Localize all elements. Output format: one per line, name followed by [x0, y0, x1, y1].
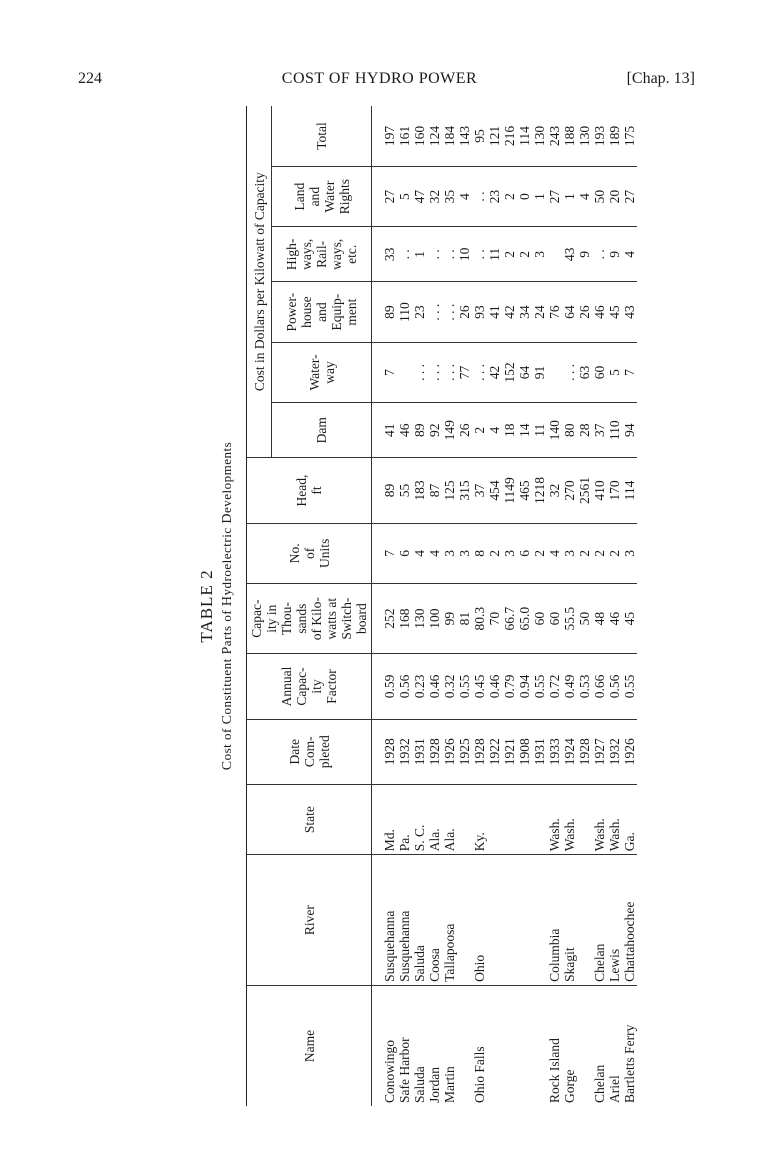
header-total: Total — [272, 106, 372, 166]
cell-total: 130 — [532, 106, 547, 166]
cell-highways: . . — [427, 227, 442, 282]
cell-cap: 252 — [372, 583, 398, 653]
cell-highways: . . — [472, 227, 487, 282]
table-row — [457, 106, 472, 1106]
cell-cf: 0.45 — [472, 654, 487, 719]
cell-units: 3 — [457, 523, 472, 583]
cell-head: 55 — [397, 458, 412, 523]
table-row — [487, 106, 502, 1106]
table-row — [472, 106, 487, 1106]
table-row — [397, 106, 412, 1106]
cell-cf: 0.49 — [562, 654, 577, 719]
cell-waterway: 7 — [372, 342, 398, 402]
cell-date: 1926 — [442, 719, 457, 784]
cell-dam: 110 — [607, 403, 622, 458]
cell-name — [502, 985, 517, 1106]
table-row — [372, 106, 398, 1106]
cell-cap: 168 — [397, 583, 412, 653]
header-date: Date Com- pleted — [247, 719, 372, 784]
cell-cap: 70 — [487, 583, 502, 653]
cell-powerhouse: 76 — [547, 282, 562, 342]
cell-units: 4 — [547, 523, 562, 583]
cell-powerhouse: 41 — [487, 282, 502, 342]
cell-cf: 0.32 — [442, 654, 457, 719]
table-row — [562, 106, 577, 1106]
table-row — [592, 106, 607, 1106]
cell-head: 454 — [487, 458, 502, 523]
cell-highways — [547, 227, 562, 282]
cell-river: Saluda — [412, 855, 427, 986]
cell-highways: 1 — [412, 227, 427, 282]
cell-land: 5 — [397, 166, 412, 226]
cell-highways: . . — [442, 227, 457, 282]
cell-waterway: 7 — [622, 342, 637, 402]
cell-date: 1932 — [607, 719, 622, 784]
header-river: River — [247, 855, 372, 986]
cell-cap: 130 — [412, 583, 427, 653]
cell-dam: 92 — [427, 403, 442, 458]
cell-units: 4 — [427, 523, 442, 583]
cell-head: 410 — [592, 458, 607, 523]
table-row — [577, 106, 592, 1106]
cell-river — [517, 855, 532, 986]
cell-head: 183 — [412, 458, 427, 523]
cell-land: 1 — [562, 166, 577, 226]
cell-land: 35 — [442, 166, 457, 226]
cell-highways: 2 — [517, 227, 532, 282]
cell-dam: 4 — [487, 403, 502, 458]
cell-total: 189 — [607, 106, 622, 166]
cell-cap: 65.0 — [517, 583, 532, 653]
cell-cf: 0.56 — [607, 654, 622, 719]
header-dam: Dam — [272, 403, 372, 458]
cell-powerhouse: . . . — [427, 282, 442, 342]
cell-highways: 9 — [577, 227, 592, 282]
cell-date: 1925 — [457, 719, 472, 784]
cell-highways: 43 — [562, 227, 577, 282]
cell-date: 1928 — [472, 719, 487, 784]
cell-state: Wash. — [547, 784, 562, 854]
cell-total: 193 — [592, 106, 607, 166]
cell-land: 0 — [517, 166, 532, 226]
cell-powerhouse: 45 — [607, 282, 622, 342]
header-head: Head, ft — [247, 458, 372, 523]
cell-date: 1932 — [397, 719, 412, 784]
cell-total: 160 — [412, 106, 427, 166]
cell-cf: 0.53 — [577, 654, 592, 719]
cell-cap: 55.5 — [562, 583, 577, 653]
cell-waterway: 63 — [577, 342, 592, 402]
cell-highways: 2 — [502, 227, 517, 282]
cell-waterway: 77 — [457, 342, 472, 402]
cell-state: Ga. — [622, 784, 637, 854]
cell-dam: 140 — [547, 403, 562, 458]
cell-powerhouse: 42 — [502, 282, 517, 342]
cell-name — [487, 985, 502, 1106]
header-units: No. of Units — [247, 523, 372, 583]
cell-river: Ohio — [472, 855, 487, 986]
cell-powerhouse: 23 — [412, 282, 427, 342]
cell-river — [577, 855, 592, 986]
cell-powerhouse: 46 — [592, 282, 607, 342]
table-row — [517, 106, 532, 1106]
cell-name: Gorge — [562, 1069, 577, 1103]
cell-date: 1931 — [412, 719, 427, 784]
cell-powerhouse: 89 — [372, 282, 398, 342]
cell-land: 4 — [577, 166, 592, 226]
cell-cf: 0.46 — [487, 654, 502, 719]
cell-river: Columbia — [547, 855, 562, 986]
cell-total: 143 — [457, 106, 472, 166]
cell-date: 1928 — [577, 719, 592, 784]
cell-highways: 9 — [607, 227, 622, 282]
header-name: Name — [247, 985, 372, 1106]
cell-units: 7 — [372, 523, 398, 583]
cell-land: 32 — [427, 166, 442, 226]
cell-river: Tallapoosa — [442, 855, 457, 986]
cell-river — [487, 855, 502, 986]
cell-cf: 0.72 — [547, 654, 562, 719]
cell-state: Md. — [372, 784, 398, 854]
cell-waterway: . . . — [412, 342, 427, 402]
cell-land: 20 — [607, 166, 622, 226]
table-row — [502, 106, 517, 1106]
cell-land: 1 — [532, 166, 547, 226]
cell-cap: 60 — [532, 583, 547, 653]
cell-state: Ky. — [472, 784, 487, 854]
cell-powerhouse: 34 — [517, 282, 532, 342]
cell-state — [517, 784, 532, 854]
cell-state — [532, 784, 547, 854]
cell-units: 2 — [607, 523, 622, 583]
cell-head: 87 — [427, 458, 442, 523]
header-waterway: Water- way — [272, 342, 372, 402]
cell-name — [532, 985, 547, 1106]
cell-cap: 100 — [427, 583, 442, 653]
cell-river — [532, 855, 547, 986]
cell-state: S. C. — [412, 784, 427, 854]
cell-waterway: 91 — [532, 342, 547, 402]
cell-date: 1928 — [427, 719, 442, 784]
cell-cf: 0.94 — [517, 654, 532, 719]
cell-units: 3 — [562, 523, 577, 583]
cell-head: 465 — [517, 458, 532, 523]
cell-units: 3 — [442, 523, 457, 583]
cell-waterway: 152 — [502, 342, 517, 402]
cell-name — [577, 985, 592, 1106]
header-powerhouse: Power- house and Equip- ment — [272, 282, 372, 342]
cell-dam: 11 — [532, 403, 547, 458]
cell-state — [487, 784, 502, 854]
cell-cf: 0.55 — [532, 654, 547, 719]
table-row — [607, 106, 622, 1106]
cell-head: 37 — [472, 458, 487, 523]
cell-head: 1218 — [532, 458, 547, 523]
cell-date: 1921 — [502, 719, 517, 784]
table-row — [547, 106, 562, 1106]
cell-land: 50 — [592, 166, 607, 226]
cell-date: 1908 — [517, 719, 532, 784]
hydro-cost-table — [246, 106, 637, 1106]
rotated-table-area — [195, 106, 755, 1106]
cell-powerhouse: 26 — [457, 282, 472, 342]
cell-land: 27 — [622, 166, 637, 226]
cell-units: 4 — [412, 523, 427, 583]
cell-cf: 0.55 — [622, 654, 637, 719]
cell-head: 270 — [562, 458, 577, 523]
cell-name: Safe Harbor — [397, 1037, 412, 1103]
cell-cap: 81 — [457, 583, 472, 653]
cell-land: 2 — [502, 166, 517, 226]
cell-cap: 50 — [577, 583, 592, 653]
cell-land: 4 — [457, 166, 472, 226]
cell-name: Chelan — [592, 1064, 607, 1103]
cell-river: Skagit — [562, 855, 577, 986]
cell-powerhouse: 43 — [622, 282, 637, 342]
cell-units: 3 — [622, 523, 637, 583]
cell-river: Susquehanna — [372, 855, 398, 986]
cell-waterway — [547, 342, 562, 402]
cell-powerhouse: 93 — [472, 282, 487, 342]
cell-powerhouse: 24 — [532, 282, 547, 342]
table-row — [532, 106, 547, 1106]
cell-total: 124 — [427, 106, 442, 166]
cell-dam: 2 — [472, 403, 487, 458]
cell-units: 6 — [517, 523, 532, 583]
cell-waterway: 60 — [592, 342, 607, 402]
cell-units: 3 — [502, 523, 517, 583]
cell-total: 243 — [547, 106, 562, 166]
cell-waterway: 42 — [487, 342, 502, 402]
cell-name: Jordan — [427, 1067, 442, 1103]
running-title: COST OF HYDRO POWER — [281, 70, 478, 87]
cell-state: Wash. — [592, 784, 607, 854]
cell-highways: 33 — [372, 227, 398, 282]
cell-date: 1927 — [592, 719, 607, 784]
cell-cap: 60 — [547, 583, 562, 653]
cell-river: Susquehanna — [397, 855, 412, 986]
cell-state — [457, 784, 472, 854]
header-highways: High- ways, Rail- ways, etc. — [272, 227, 372, 282]
table-title: Cost of Constituent Parts of Hydroelectric Developments — [219, 441, 235, 771]
cell-powerhouse: 64 — [562, 282, 577, 342]
cell-units: 2 — [577, 523, 592, 583]
cell-name: Conowingo — [382, 1039, 397, 1103]
cell-land: 23 — [487, 166, 502, 226]
cell-cap: 99 — [442, 583, 457, 653]
cell-highways: 10 — [457, 227, 472, 282]
cell-dam: 89 — [412, 403, 427, 458]
cell-name: Rock Island — [547, 1038, 562, 1103]
cell-units: 6 — [397, 523, 412, 583]
cell-head: 89 — [372, 458, 398, 523]
cell-date: 1924 — [562, 719, 577, 784]
cell-date: 1926 — [622, 719, 637, 784]
cell-waterway: 5 — [607, 342, 622, 402]
cell-cap: 45 — [622, 583, 637, 653]
cell-cf: 0.55 — [457, 654, 472, 719]
cell-land: 27 — [547, 166, 562, 226]
cell-total: 121 — [487, 106, 502, 166]
cell-total: 175 — [622, 106, 637, 166]
cell-state: Wash. — [562, 784, 577, 854]
cell-name: Ariel — [607, 1075, 622, 1103]
cell-units: 2 — [592, 523, 607, 583]
table-row — [442, 106, 457, 1106]
cell-river: Chelan — [592, 855, 607, 986]
cell-cap: 48 — [592, 583, 607, 653]
cell-total: 184 — [442, 106, 457, 166]
header-cost-group: Cost in Dollars per Kilowatt of Capacity — [247, 106, 272, 458]
cell-name — [517, 985, 532, 1106]
cell-name: Martin — [442, 1066, 457, 1103]
cell-land: 47 — [412, 166, 427, 226]
cell-head: 170 — [607, 458, 622, 523]
cell-head: 315 — [457, 458, 472, 523]
cell-name: Ohio Falls — [472, 1046, 487, 1103]
cell-highways: 3 — [532, 227, 547, 282]
cell-dam: 14 — [517, 403, 532, 458]
cell-river — [457, 855, 472, 986]
cell-powerhouse: . . . — [442, 282, 457, 342]
cell-date: 1928 — [372, 719, 398, 784]
cell-highways: . . — [592, 227, 607, 282]
cell-cf: 0.66 — [592, 654, 607, 719]
cell-head: 32 — [547, 458, 562, 523]
cell-state: Wash. — [607, 784, 622, 854]
cell-cf: 0.46 — [427, 654, 442, 719]
table-body — [372, 106, 638, 1106]
cell-land: 27 — [372, 166, 398, 226]
cell-head: 2561 — [577, 458, 592, 523]
cell-river: Lewis — [607, 855, 622, 986]
cell-units: 2 — [532, 523, 547, 583]
cell-date: 1931 — [532, 719, 547, 784]
cell-name — [457, 985, 472, 1106]
cell-cf: 0.56 — [397, 654, 412, 719]
cell-head: 114 — [622, 458, 637, 523]
cell-head: 125 — [442, 458, 457, 523]
cell-dam: 18 — [502, 403, 517, 458]
cell-river: Chattahoochee — [622, 855, 637, 986]
cell-dam: 80 — [562, 403, 577, 458]
cell-dam: 28 — [577, 403, 592, 458]
cell-waterway: . . . — [472, 342, 487, 402]
chapter-label: [Chap. 13] — [626, 70, 695, 87]
cell-waterway: . . . — [427, 342, 442, 402]
cell-waterway: . . . — [442, 342, 457, 402]
cell-dam: 94 — [622, 403, 637, 458]
cell-total: 197 — [372, 106, 398, 166]
cell-dam: 149 — [442, 403, 457, 458]
cell-state: Ala. — [442, 784, 457, 854]
header-capacity: Capac- ity in Thou- sands of Kilo- watts at Switch- board — [247, 583, 372, 653]
cell-total: 161 — [397, 106, 412, 166]
cell-dam: 46 — [397, 403, 412, 458]
cell-total: 188 — [562, 106, 577, 166]
page-number: 224 — [78, 70, 102, 87]
cell-total: 130 — [577, 106, 592, 166]
cell-cf: 0.79 — [502, 654, 517, 719]
cell-cf: 0.23 — [412, 654, 427, 719]
cell-cap: 46 — [607, 583, 622, 653]
cell-land: . . — [472, 166, 487, 226]
cell-total: 216 — [502, 106, 517, 166]
cell-dam: 26 — [457, 403, 472, 458]
cell-highways: 4 — [622, 227, 637, 282]
cell-name: Saluda — [412, 1066, 427, 1103]
cell-units: 8 — [472, 523, 487, 583]
header-land: Land and Water Rights — [272, 166, 372, 226]
cell-units: 2 — [487, 523, 502, 583]
cell-total: 114 — [517, 106, 532, 166]
table-row — [622, 106, 637, 1106]
cell-highways: 11 — [487, 227, 502, 282]
cell-state — [577, 784, 592, 854]
cell-river — [502, 855, 517, 986]
cell-highways: . . — [397, 227, 412, 282]
header-capacity-factor: Annual Capac- ity Factor — [247, 654, 372, 719]
table-label: TABLE 2 — [197, 569, 216, 643]
cell-cap: 80.3 — [472, 583, 487, 653]
table-row — [427, 106, 442, 1106]
cell-waterway: 64 — [517, 342, 532, 402]
cell-cf: 0.59 — [372, 654, 398, 719]
cell-head: 1149 — [502, 458, 517, 523]
cell-date: 1933 — [547, 719, 562, 784]
cell-cap: 66.7 — [502, 583, 517, 653]
cell-total: 95 — [472, 106, 487, 166]
cell-state: Ala. — [427, 784, 442, 854]
cell-dam: 37 — [592, 403, 607, 458]
cell-powerhouse: 110 — [397, 282, 412, 342]
header-state: State — [247, 784, 372, 854]
table-row — [412, 106, 427, 1106]
cell-date: 1922 — [487, 719, 502, 784]
cell-dam: 41 — [372, 403, 398, 458]
cell-state: Pa. — [397, 784, 412, 854]
cell-name: Bartletts Ferry — [622, 1024, 637, 1103]
cell-state — [502, 784, 517, 854]
cell-powerhouse: 26 — [577, 282, 592, 342]
cell-waterway — [397, 342, 412, 402]
cell-waterway: . . . — [562, 342, 577, 402]
cell-river: Coosa — [427, 855, 442, 986]
